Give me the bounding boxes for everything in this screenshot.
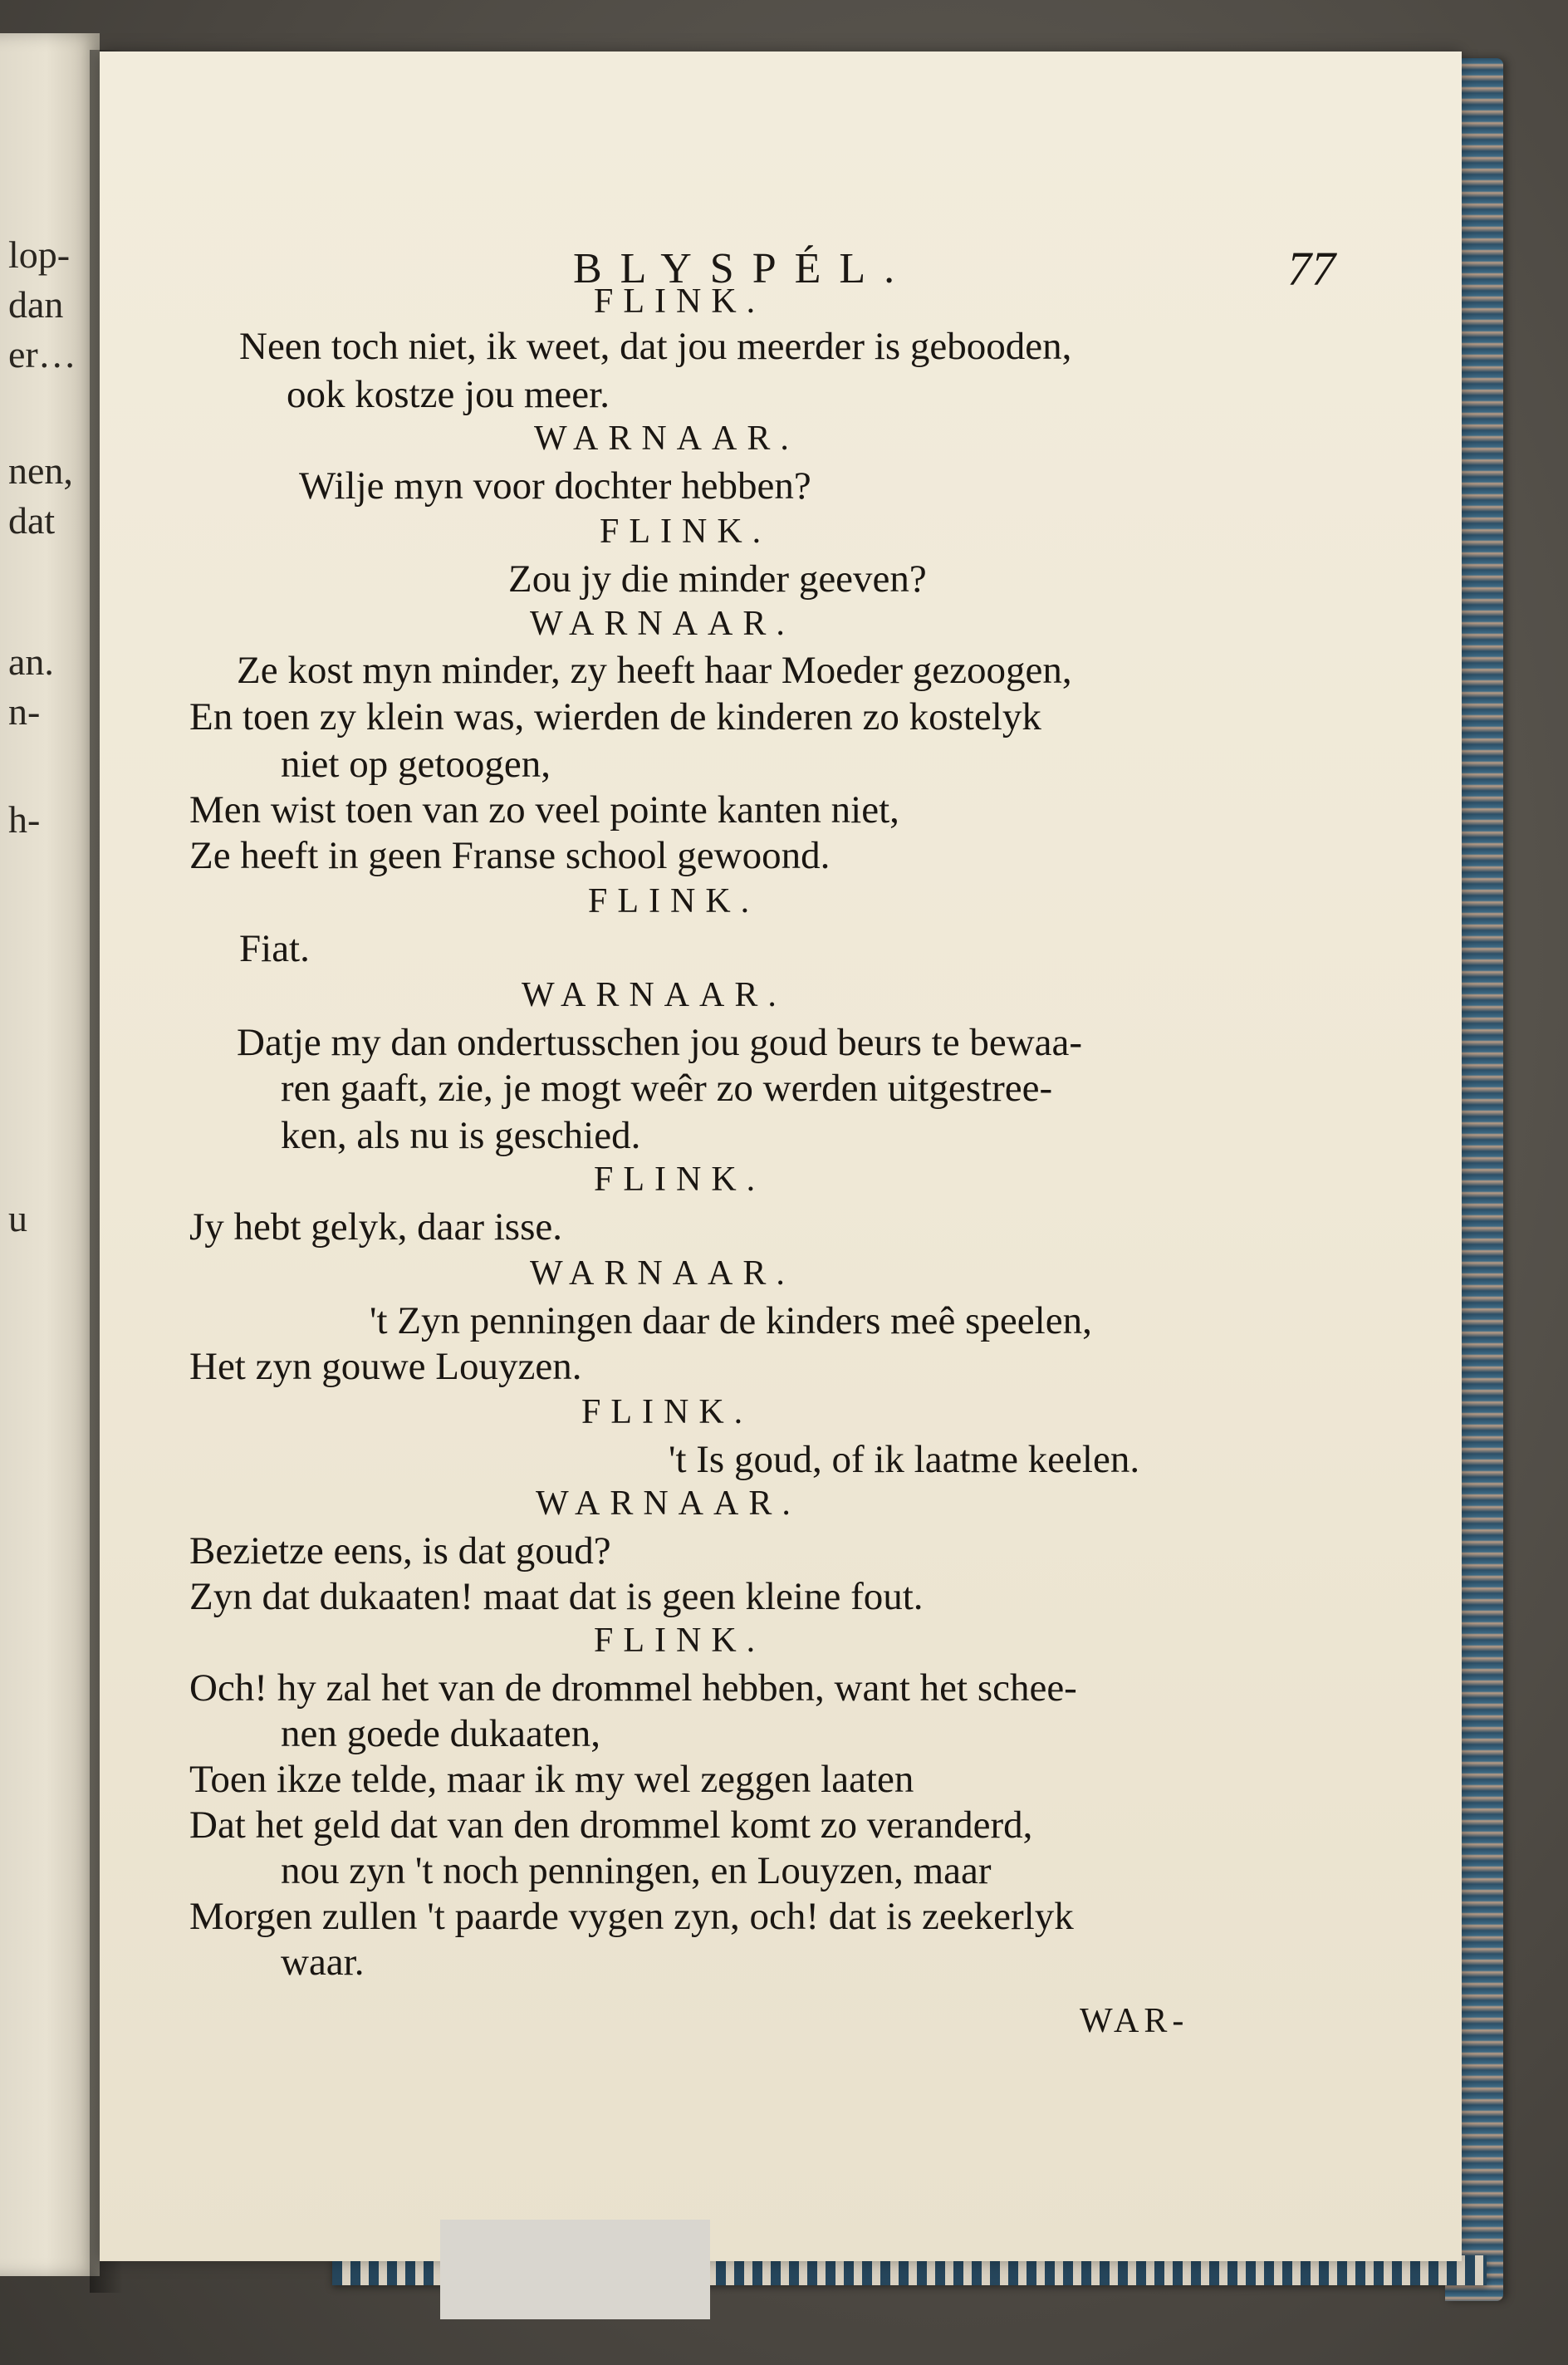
grey-patch (440, 2220, 710, 2319)
verse-line: 't Zyn penningen daar de kinders meê speelen, (370, 1299, 1092, 1342)
running-head: BLYSPÉL. (573, 245, 914, 292)
left-page-fragment: u (8, 1197, 27, 1239)
verse-line: Morgen zullen 't paarde vygen zyn, och! dat is zeekerlyk (189, 1895, 1074, 1938)
speaker-name: FLINK. (588, 882, 760, 920)
speaker-name: FLINK. (594, 282, 766, 321)
verse-line: Dat het geld dat van den drommel komt zo veranderd, (189, 1803, 1033, 1847)
verse-line: Men wist toen van zo veel pointe kanten niet, (189, 788, 899, 832)
speaker-name: FLINK. (594, 1160, 766, 1199)
speaker-name: FLINK. (581, 1393, 753, 1431)
verse-line: Neen toch niet, ik weet, dat jou meerder is gebooden, (239, 325, 1072, 368)
left-page-fragment: n- (8, 690, 41, 733)
verse-line: ren gaaft, zie, je mogt weêr zo werden uitgestree- (281, 1067, 1053, 1110)
verse-line: nou zyn 't noch penningen, en Louyzen, maar (281, 1849, 992, 1892)
verse-line: Ze kost myn minder, zy heeft haar Moeder gezoogen, (237, 649, 1072, 692)
speaker-name: WARNAAR. (530, 605, 795, 643)
verse-line: En toen zy klein was, wierden de kinderen zo kostelyk (189, 695, 1041, 738)
verse-line: Ze heeft in geen Franse school gewoond. (189, 834, 831, 877)
speaker-name: WARNAAR. (534, 420, 799, 458)
left-page-fragment: dan (8, 283, 64, 326)
speaker-name: WARNAAR. (530, 1254, 795, 1293)
verse-line: Het zyn gouwe Louyzen. (189, 1345, 582, 1388)
verse-line: ook kostze jou meer. (287, 373, 610, 416)
verse-line: Och! hy zal het van de drommel hebben, want het schee- (189, 1666, 1077, 1710)
left-page-fragment: nen, (8, 449, 73, 492)
verse-line: ken, als nu is geschied. (281, 1114, 641, 1157)
verse-line: Bezietze eens, is dat goud? (189, 1529, 611, 1573)
left-page-fragment: dat (8, 499, 56, 542)
speaker-name: FLINK. (594, 1622, 766, 1660)
verse-line: Zou jy die minder geeven? (508, 557, 927, 601)
left-page-fragment: an. (8, 640, 54, 683)
left-page-fragment: lop- (8, 233, 71, 276)
left-facing-page (0, 33, 100, 2276)
left-page-fragment: h- (8, 798, 41, 841)
verse-line: Zyn dat dukaaten! maat dat is geen kleine fout. (189, 1575, 924, 1618)
verse-line: 't Is goud, of ik laatme keelen. (669, 1438, 1140, 1481)
catchword: WAR- (1080, 2002, 1189, 2040)
verse-line: waar. (281, 1941, 365, 1984)
verse-line: Fiat. (239, 927, 310, 970)
page-number: 77 (1287, 242, 1335, 296)
verse-line: Jy hebt gelyk, daar isse. (189, 1205, 563, 1249)
speaker-name: WARNAAR. (536, 1484, 801, 1523)
left-page-fragment: er… (8, 333, 76, 375)
verse-line: Wilje myn voor dochter hebben? (299, 464, 811, 508)
verse-line: niet op getoogen, (281, 743, 551, 786)
verse-line: Datje my dan ondertusschen jou goud beurs te bewaa- (237, 1021, 1083, 1064)
speaker-name: FLINK. (600, 513, 772, 551)
speaker-name: WARNAAR. (522, 976, 786, 1014)
book-page (100, 52, 1462, 2261)
verse-line: nen goede dukaaten, (281, 1712, 600, 1755)
verse-line: Toen ikze telde, maar ik my wel zeggen laaten (189, 1758, 914, 1801)
